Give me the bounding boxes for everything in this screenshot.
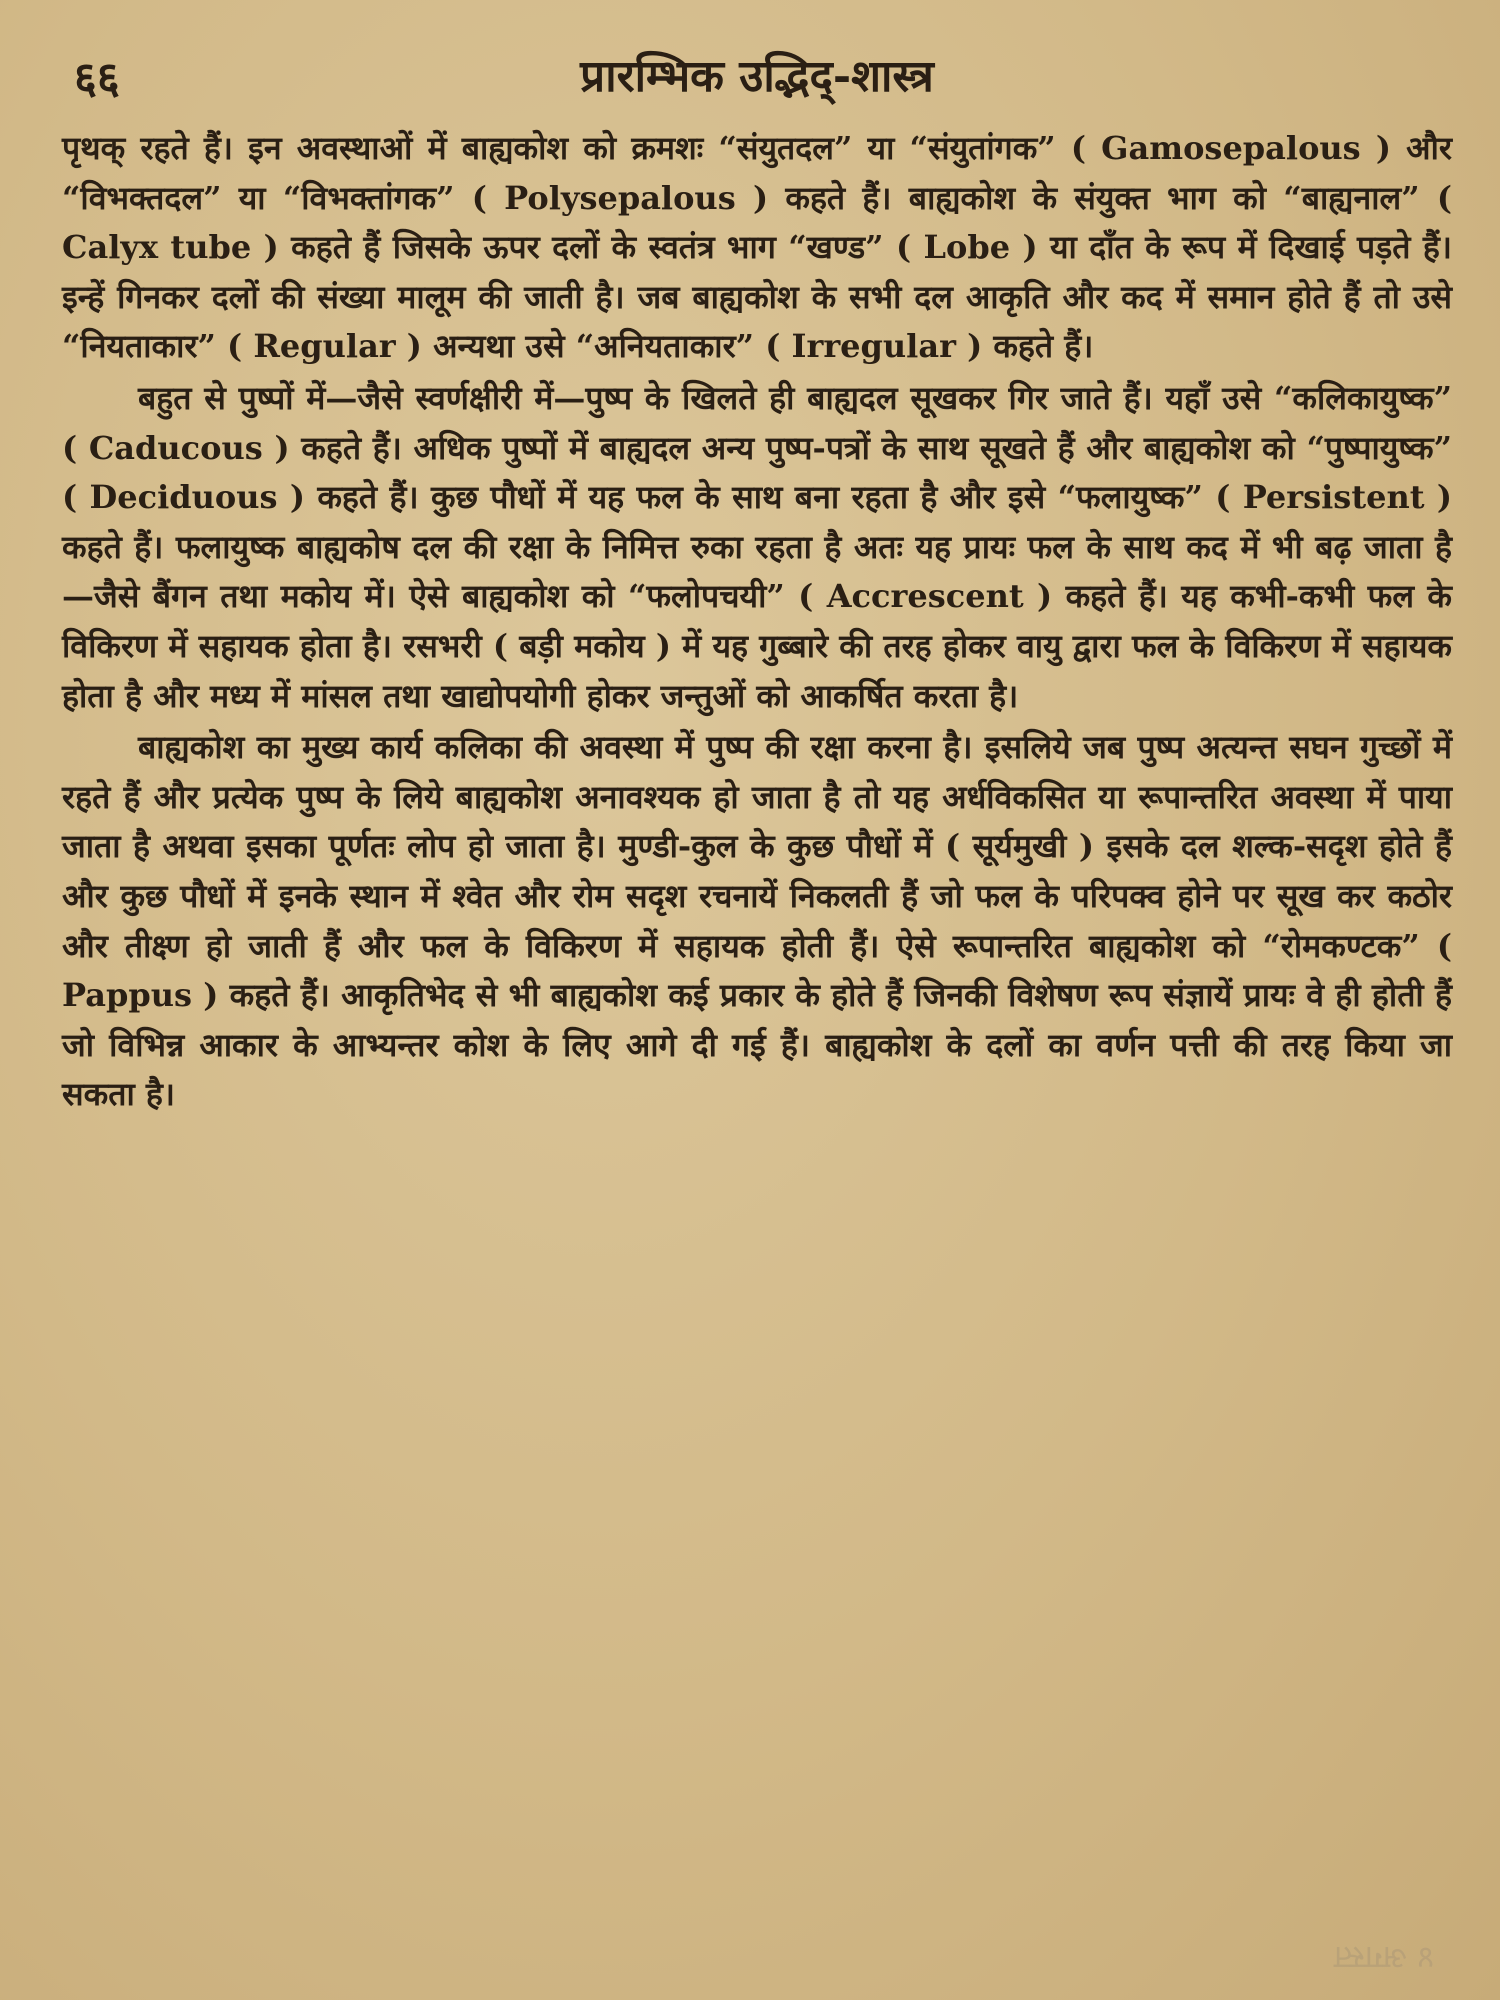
paragraph-2: बहुत से पुष्पों में—जैसे स्वर्णक्षीरी में—पुष्प के खिलते ही बाह्यदल सूखकर गिर जाते हैं। यहाँ उसे “कलिकायुष्क” ( Caducous ) कहते हैं। अधिक पुष्पों में बाह्यदल अन्य पुष्प-पत्रों के साथ सूखते हैं और बाह्यकोश को “पुष्पायुष्क” ( Deciduous ) कहते हैं। कुछ पौधों में यह फल के साथ बना रहता है और इसे “फलायुष्क” ( Persistent ) कहते हैं। फलायुष्क बाह्यकोष दल की रक्षा के निमित्त रुका रहता है अतः यह प्रायः फल के साथ कद में भी बढ़ जाता है—जैसे बैंगन तथा मकोय में। ऐसे बाह्यकोश को “फलोपचयी” ( Accrescent ) कहते हैं। यह कभी-कभी फल के विकिरण में सहायक होता है। रसभरी ( बड़ी मकोय ) में यह गुब्बारे की तरह होकर वायु द्वारा फल के विकिरण में सहायक होता है और मध्य में मांसल तथा खाद्योपयोगी होकर जन्तुओं को आकर्षित करता है। (62, 378, 1452, 715)
running-title: प्रारम्भिक उद्भिद्-शास्त्र (580, 51, 934, 102)
page-header (62, 40, 1452, 124)
faded-stamp: ४ अगस्त (1334, 1939, 1434, 1977)
paragraph-3: बाह्यकोश का मुख्य कार्य कलिका की अवस्था में पुष्प की रक्षा करना है। इसलिये जब पुष्प अत्यन्त सघन गुच्छों में रहते हैं और प्रत्येक पुष्प के लिये बाह्यकोश अनावश्यक हो जाता है तो यह अर्धविकसित या रूपान्तरित अवस्था में पाया जाता है अथवा इसका पूर्णतः लोप हो जाता है। मुण्डी-कुल के कुछ पौधों में ( सूर्यमुखी ) इसके दल शल्क-सदृश होते हैं और कुछ पौधों में इनके स्थान में श्वेत और रोम सदृश रचनायें निकलती हैं जो फल के परिपक्व होने पर सूख कर कठोर और तीक्ष्ण हो जाती हैं और फल के विकिरण में सहायक होती हैं। ऐसे रूपान्तरित बाह्यकोश को “रोमकण्टक” ( Pappus ) कहते हैं। आकृतिभेद से भी बाह्यकोश कई प्रकार के होते हैं जिनकी विशेषण रूप संज्ञायें प्रायः वे ही होती हैं जो विभिन्न आकार के आभ्यन्तर कोश के लिए आगे दी गई हैं। बाह्यकोश के दलों का वर्णन पत्ती की तरह किया जा सकता है। (62, 728, 1453, 1114)
paragraph-1: पृथक् रहते हैं। इन अवस्थाओं में बाह्यकोश को क्रमशः “संयुतदल” या “संयुतांगक” ( Gamosepalous ) और “विभक्तदल” या “विभक्तांगक” ( Polysepalous ) कहते हैं। बाह्यकोश के संयुक्त भाग को “बाह्यनाल” ( Calyx tube ) कहते हैं जिसके ऊपर दलों के स्वतंत्र भाग “खण्ड” ( Lobe ) या दाँत के रूप में दिखाई पड़ते हैं। इन्हें गिनकर दलों की संख्या मालूम की जाती है। जब बाह्यकोश के सभी दल आकृति और कद में समान होते हैं तो उसे “नियताकार” ( Regular ) अन्यथा उसे “अनियताकार” ( Irregular ) कहते हैं। (62, 129, 1452, 366)
page-number: ६६ (74, 53, 120, 104)
body-text (62, 124, 1452, 1120)
